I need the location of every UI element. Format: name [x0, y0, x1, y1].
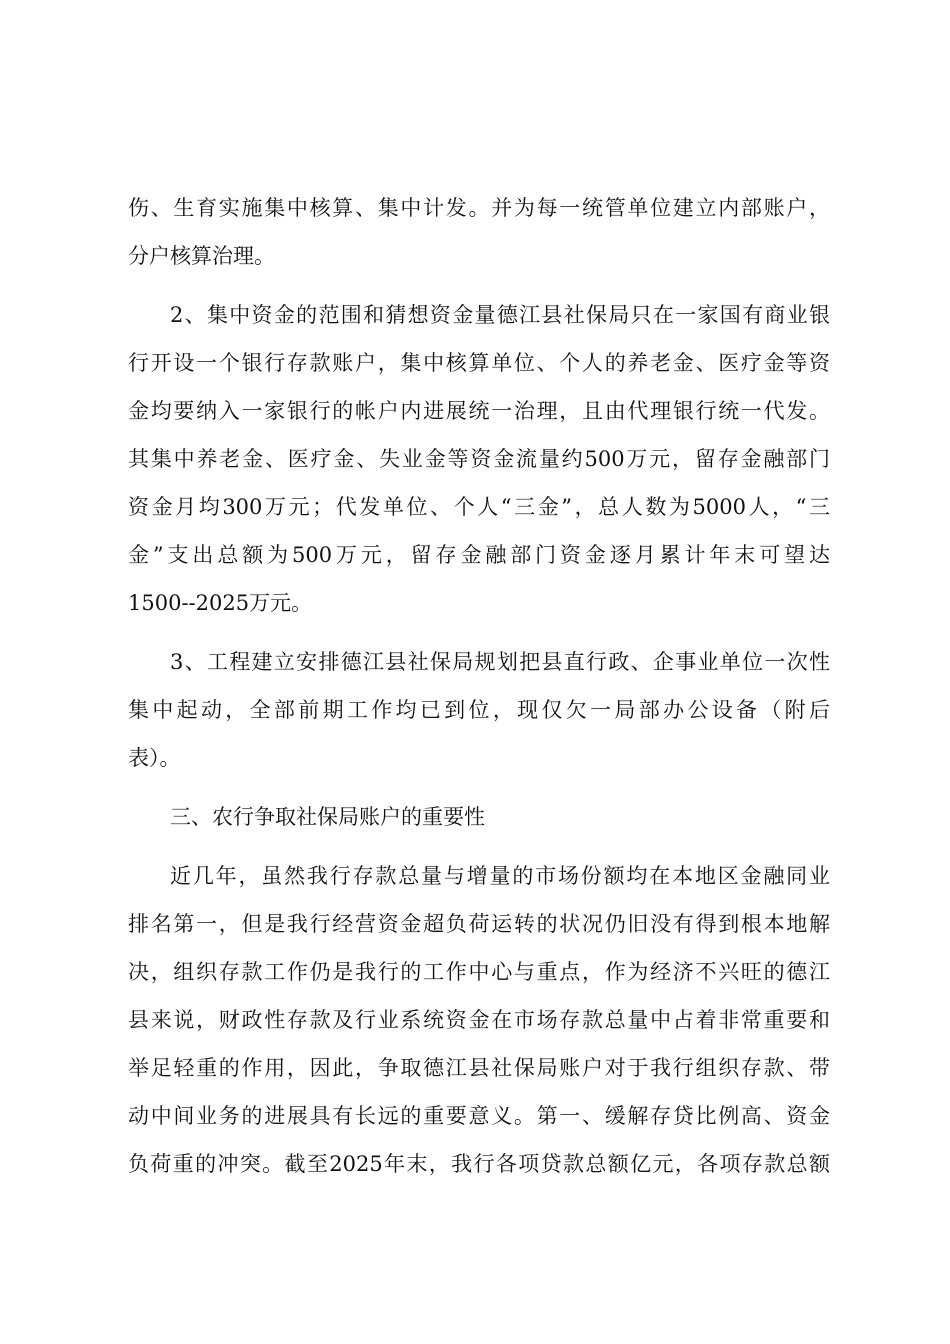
text-line: 资金月均300万元；代发单位、个人“三金”，总人数为5000人，“三 — [128, 495, 830, 519]
heading-line: 三、农行争取社保局账户的重要性 — [170, 805, 485, 829]
text-line: 分户核算治理。 — [128, 244, 275, 268]
paragraph-continuation — [128, 184, 830, 280]
text-line: 1500--2025万元。 — [128, 591, 313, 615]
text-line: 金”支出总额为500万元，留存金融部门资金逐月累计年末可望达 — [128, 543, 830, 567]
text-line: 动中间业务的进展具有长远的重要意义。第一、缓解存贷比例高、资金 — [128, 1104, 830, 1128]
paragraph-item-2 — [128, 291, 830, 627]
section-heading — [128, 793, 830, 841]
text-line: 排名第一，但是我行经营资金超负荷运转的状况仍旧没有得到根本地解 — [128, 912, 830, 936]
paragraph-section-3-body — [128, 852, 830, 1188]
text-line: 伤、生育实施集中核算、集中计发。并为每一统管单位建立内部账户， — [128, 196, 830, 220]
document-body — [128, 184, 830, 1188]
text-line: 县来说，财政性存款及行业系统资金在市场存款总量中占着非常重要和 — [128, 1008, 830, 1032]
text-line: 其集中养老金、医疗金、失业金等资金流量约500万元，留存金融部门 — [128, 447, 830, 471]
text-line: 2、集中资金的范围和猜想资金量德江县社保局只在一家国有商业银 — [170, 303, 830, 327]
text-line: 行开设一个银行存款账户，集中核算单位、个人的养老金、医疗金等资 — [128, 351, 830, 375]
text-line: 举足轻重的作用，因此，争取德江县社保局账户对于我行组织存款、带 — [128, 1056, 830, 1080]
text-line: 集中起动，全部前期工作均已到位，现仅欠一局部办公设备（附后 — [128, 698, 830, 722]
text-line: 3、工程建立安排德江县社保局规划把县直行政、企事业单位一次性 — [170, 650, 830, 674]
text-line: 近几年，虽然我行存款总量与增量的市场份额均在本地区金融同业 — [170, 864, 830, 888]
text-line: 负荷重的冲突。截至2025年末，我行各项贷款总额亿元，各项存款总额 — [128, 1152, 830, 1176]
text-line: 金均要纳入一家银行的帐户内进展统一治理，且由代理银行统一代发。 — [128, 399, 830, 423]
text-line: 表）。 — [128, 746, 181, 770]
text-line: 决，组织存款工作仍是我行的工作中心与重点，作为经济不兴旺的德江 — [128, 960, 830, 984]
paragraph-item-3 — [128, 638, 830, 782]
